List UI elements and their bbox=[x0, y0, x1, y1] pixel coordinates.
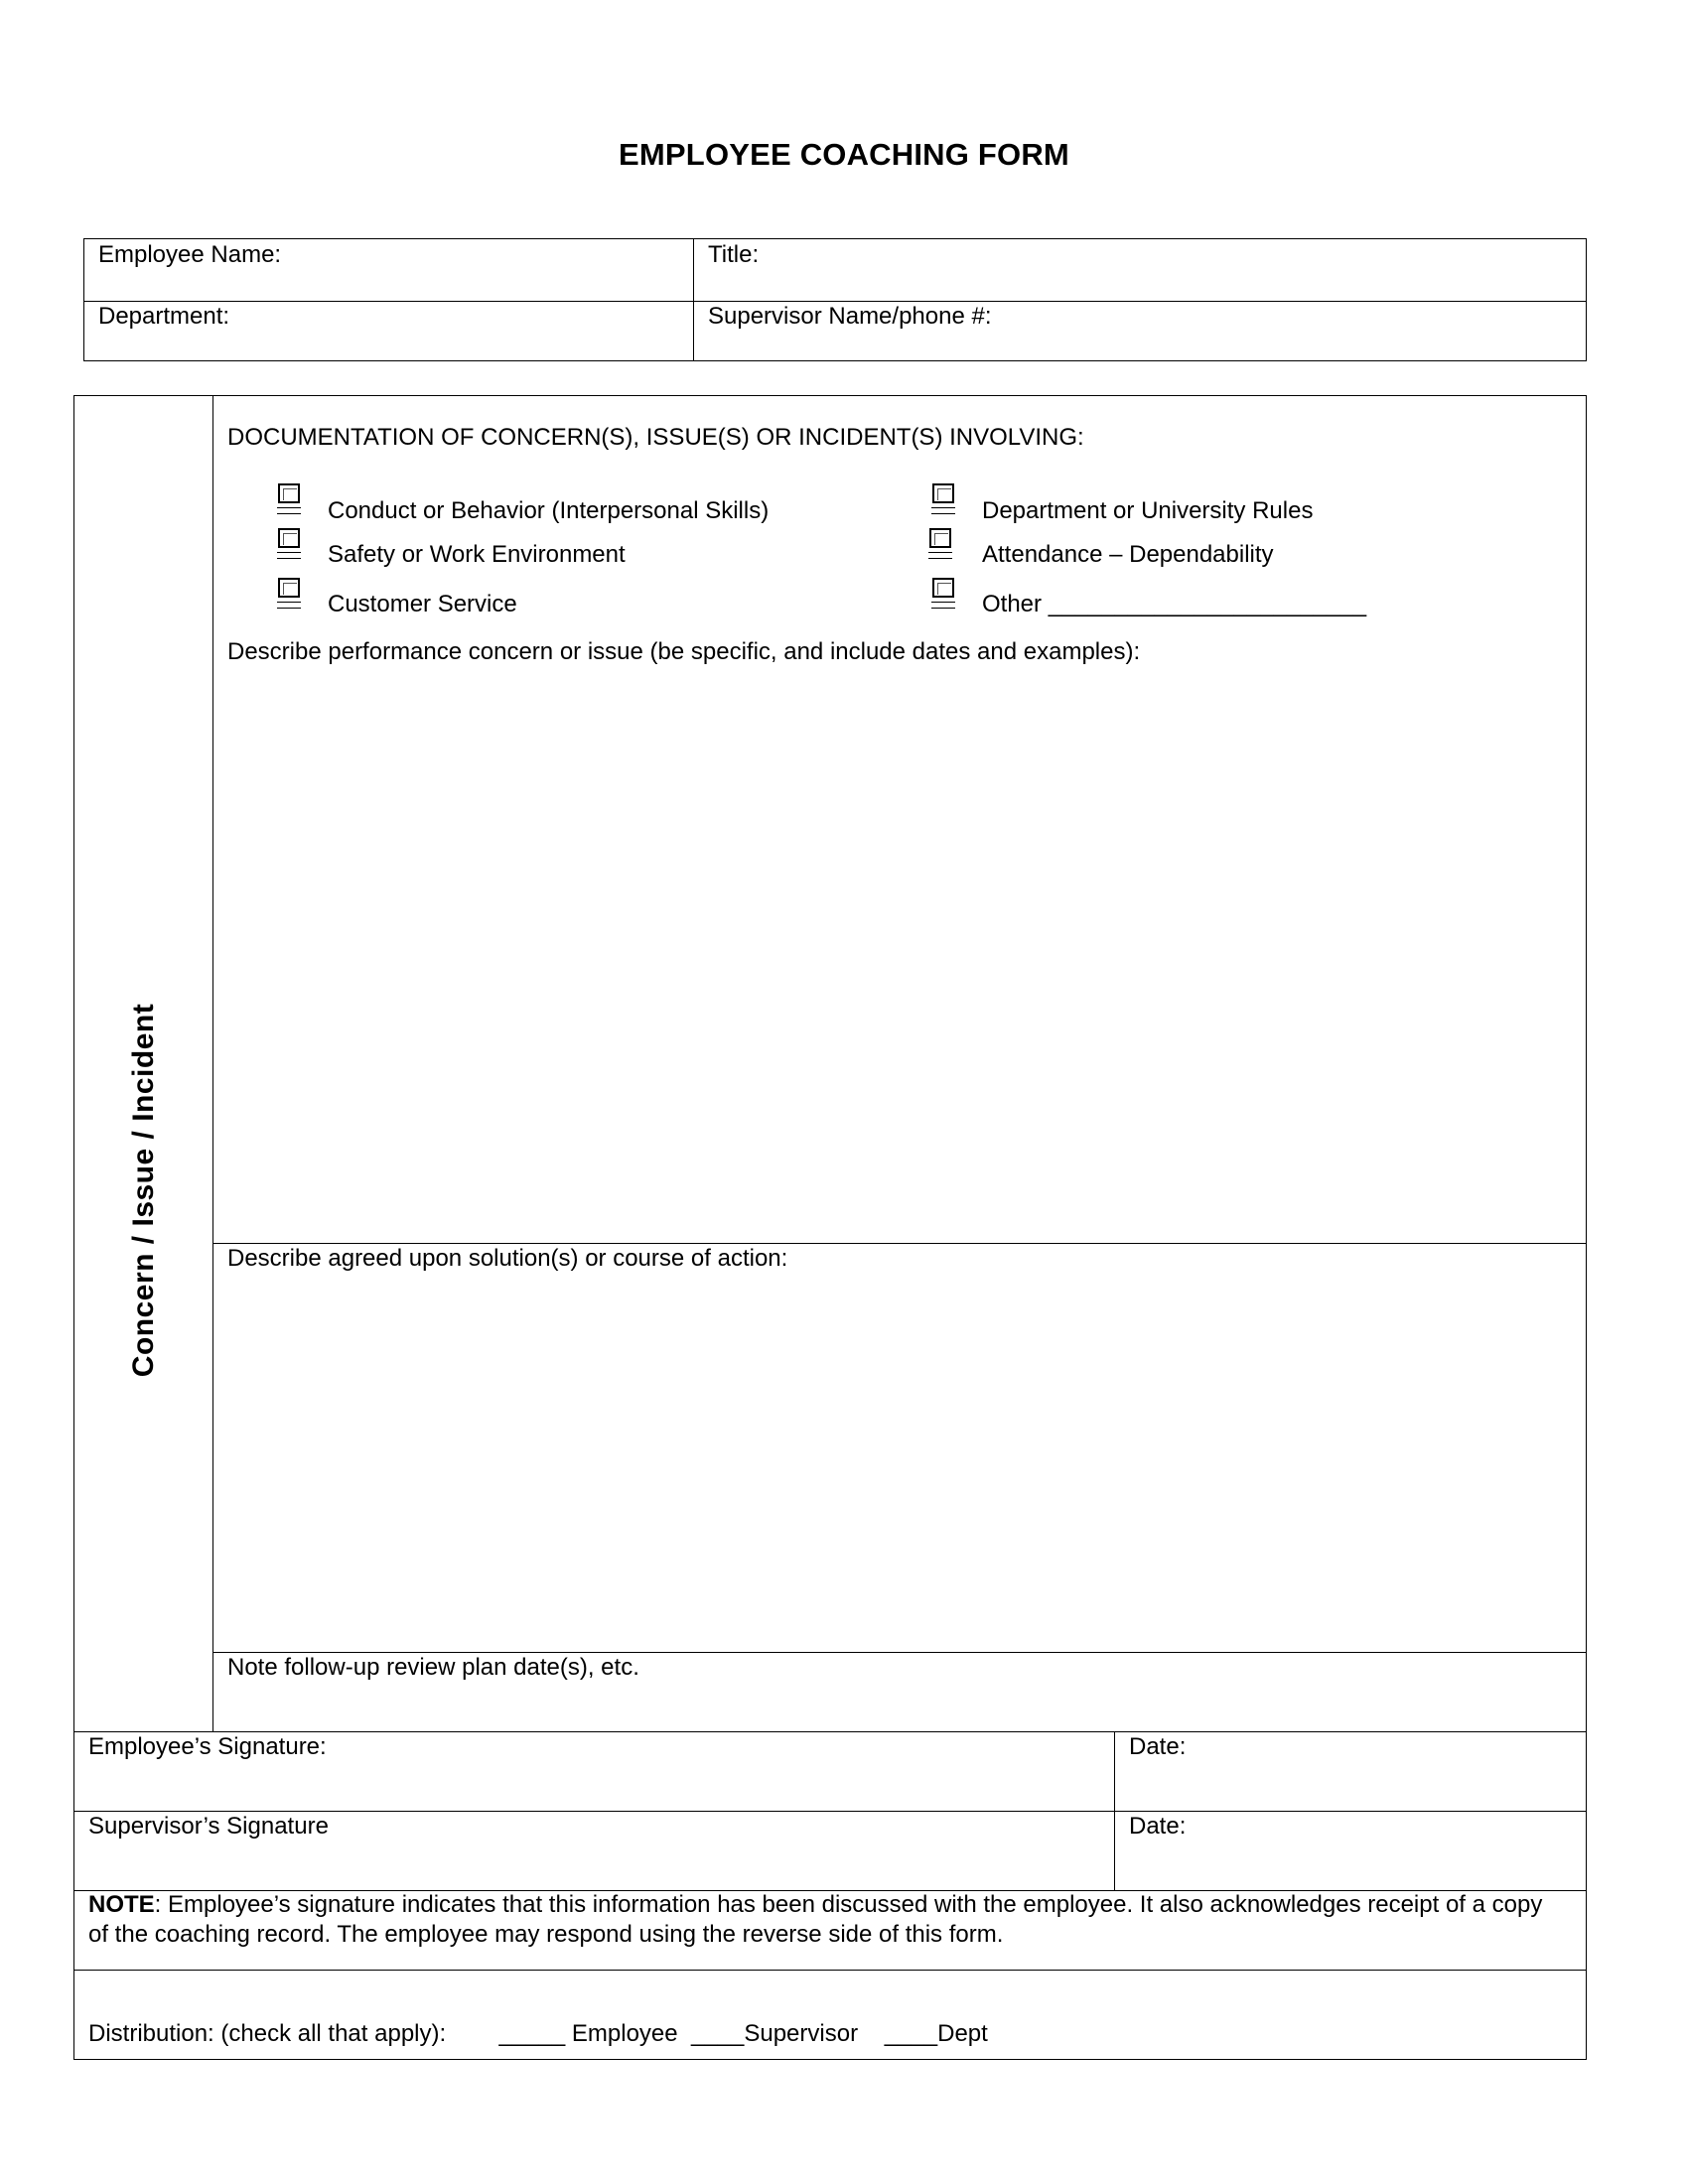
employee-info-table bbox=[83, 238, 1587, 361]
section-divider bbox=[74, 1731, 1586, 1732]
note-label: NOTE bbox=[88, 1891, 155, 1918]
checkbox-underline bbox=[277, 552, 301, 559]
checkbox-conduct-label: Conduct or Behavior (Interpersonal Skills) bbox=[328, 497, 770, 524]
side-label bbox=[74, 396, 213, 1731]
department-field[interactable]: Department: bbox=[98, 303, 230, 330]
supervisor-signature-field[interactable]: Supervisor’s Signature bbox=[88, 1813, 329, 1840]
checkbox-underline bbox=[931, 507, 955, 514]
checkbox-conduct[interactable] bbox=[278, 483, 300, 503]
checkbox-underline bbox=[931, 602, 955, 609]
employee-signature-field[interactable]: Employee’s Signature: bbox=[88, 1733, 327, 1760]
checkbox-customer-service-label: Customer Service bbox=[328, 591, 517, 617]
describe-solution-label[interactable]: Describe agreed upon solution(s) or course of action: bbox=[227, 1245, 788, 1272]
checkbox-department-rules[interactable] bbox=[932, 483, 954, 503]
checkbox-underline bbox=[277, 507, 301, 514]
section-divider bbox=[212, 1243, 1586, 1244]
checkbox-department-rules-label: Department or University Rules bbox=[982, 497, 1314, 524]
table-divider bbox=[84, 301, 1586, 302]
employee-name-field[interactable]: Employee Name: bbox=[98, 241, 282, 268]
section-divider bbox=[212, 1652, 1586, 1653]
describe-concern-label[interactable]: Describe performance concern or issue (be specific, and include dates and examples): bbox=[227, 638, 1141, 665]
checkbox-attendance[interactable] bbox=[929, 528, 951, 548]
checkbox-safety-label: Safety or Work Environment bbox=[328, 541, 626, 568]
checkbox-customer-service[interactable] bbox=[278, 578, 300, 598]
note-text bbox=[88, 1890, 1568, 1950]
supervisor-date-field[interactable]: Date: bbox=[1129, 1813, 1187, 1840]
checkbox-underline bbox=[928, 552, 952, 559]
table-divider bbox=[693, 239, 694, 360]
documentation-heading: DOCUMENTATION OF CONCERN(S), ISSUE(S) OR INCIDENT(S) INVOLVING: bbox=[227, 424, 1084, 451]
section-divider bbox=[74, 1811, 1586, 1812]
note-body: : Employee’s signature indicates that this information has been discussed with the employee. It also acknowledges receipt of a copy of the coaching record. The employee may respond using the reverse side of this form. bbox=[88, 1891, 1543, 1948]
checkbox-other[interactable] bbox=[932, 578, 954, 598]
checkbox-safety[interactable] bbox=[278, 528, 300, 548]
checkbox-underline bbox=[277, 602, 301, 609]
side-label-text: Concern / Issue / Incident bbox=[127, 1003, 160, 1378]
distribution-line[interactable]: Distribution: (check all that apply): _____ Employee ____Supervisor ____Dept bbox=[88, 2020, 988, 2047]
section-divider bbox=[74, 1970, 1586, 1971]
employee-date-field[interactable]: Date: bbox=[1129, 1733, 1187, 1760]
title-field[interactable]: Title: bbox=[708, 241, 760, 268]
coaching-details-box bbox=[73, 395, 1587, 2060]
supervisor-field[interactable]: Supervisor Name/phone #: bbox=[708, 303, 992, 330]
checkbox-other-label[interactable]: Other ________________________ bbox=[982, 591, 1367, 617]
checkbox-attendance-label: Attendance – Dependability bbox=[982, 541, 1274, 568]
follow-up-label[interactable]: Note follow-up review plan date(s), etc. bbox=[227, 1654, 639, 1681]
form-title: EMPLOYEE COACHING FORM bbox=[619, 137, 1069, 172]
date-divider bbox=[1114, 1731, 1115, 1890]
